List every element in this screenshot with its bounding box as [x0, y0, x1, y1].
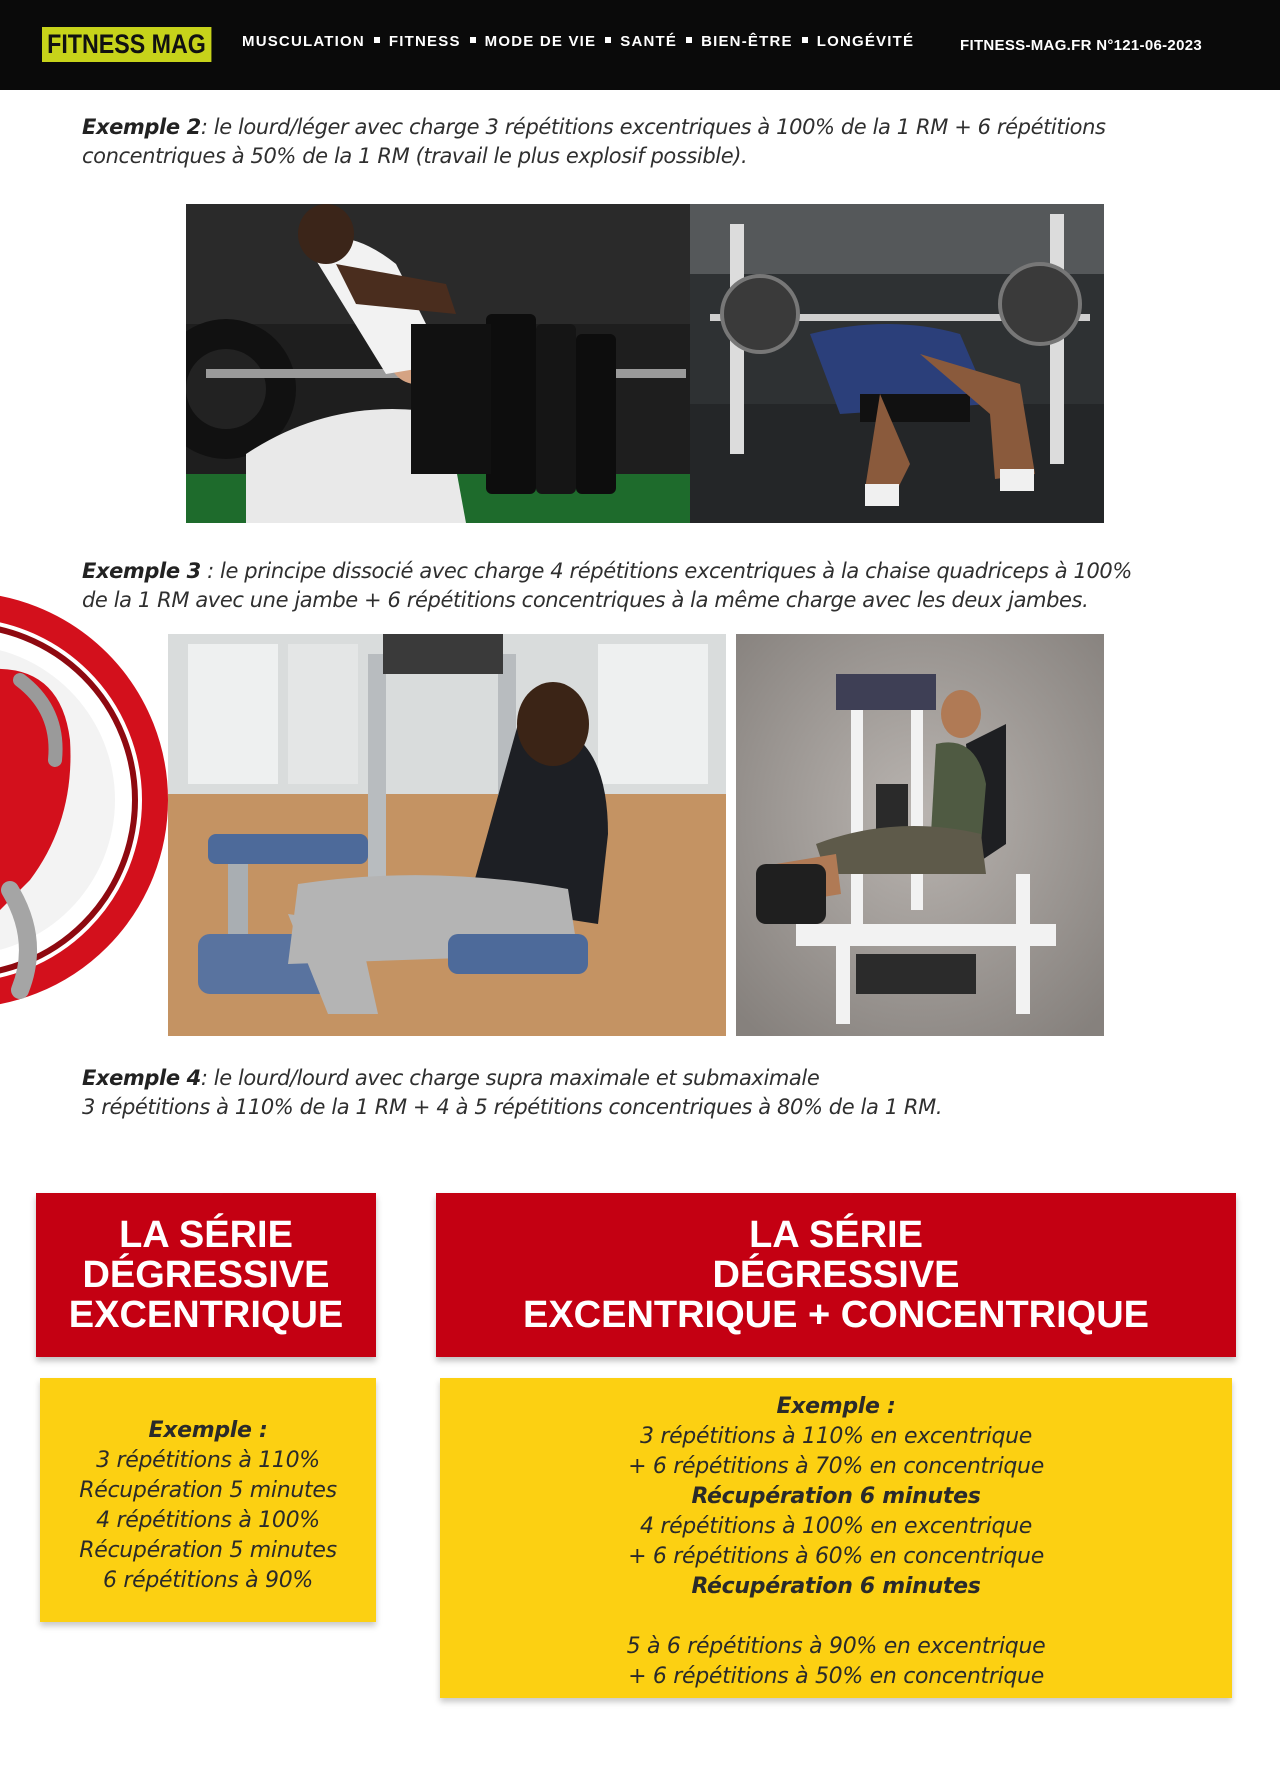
photo-leg-extension-gym — [168, 634, 726, 1036]
title-box-degressive-excentrique — [36, 1193, 376, 1357]
nav-item-mode-de-vie[interactable]: MODE DE VIE — [484, 33, 597, 50]
nav-item-longevite[interactable]: LONGÉVITÉ — [816, 33, 915, 50]
example-line: 3 répétitions à 110% en excentrique — [639, 1424, 1033, 1449]
example-line: + 6 répétitions à 70% en concentrique — [628, 1454, 1044, 1479]
example-recovery-line: Récupération 6 minutes — [691, 1574, 981, 1599]
nav-separator — [374, 37, 380, 43]
example-line: 6 répétitions à 90% — [102, 1568, 314, 1593]
title-line: EXCENTRIQUE + CONCENTRIQUE — [522, 1294, 1150, 1336]
example-3-text — [82, 557, 1242, 615]
example-box-right — [440, 1378, 1232, 1698]
nav-item-bien-etre[interactable]: BIEN-ÊTRE — [701, 33, 793, 50]
example-spacer-line — [440, 1602, 1232, 1632]
example-heading: Exemple : — [776, 1394, 896, 1419]
example-4-line-2: 3 répétitions à 110% de la 1 RM + 4 à 5 répétitions concentriques à 80% de la 1 RM. — [82, 1095, 943, 1119]
example-4-line-1: : le lourd/lourd avec charge supra maximale et submaximale — [200, 1066, 820, 1090]
example-3-line-2: de la 1 RM avec une jambe + 6 répétitions concentriques à la même charge avec les deux jambes. — [82, 588, 1089, 612]
title-box-degressive-excentrique-concentrique — [436, 1193, 1236, 1357]
example-line: Récupération 5 minutes — [79, 1478, 337, 1503]
example-line: + 6 répétitions à 50% en concentrique — [628, 1664, 1044, 1689]
title-line: LA SÉRIE — [749, 1214, 923, 1256]
example-line: + 6 répétitions à 60% en concentrique — [628, 1544, 1044, 1569]
title-line: EXCENTRIQUE — [68, 1294, 344, 1336]
example-line: 5 à 6 répétitions à 90% en excentrique — [626, 1634, 1046, 1659]
example-3-label: Exemple 3 — [82, 559, 201, 583]
example-3-line-1: : le principe dissocié avec charge 4 répétitions excentriques à la chaise quadriceps à 100% — [200, 559, 1132, 583]
magazine-header — [0, 0, 1280, 90]
title-line: DÉGRESSIVE — [712, 1254, 960, 1296]
example-2-line-2: concentriques à 50% de la 1 RM (travail le plus explosif possible). — [82, 144, 748, 168]
magazine-logo[interactable]: FITNESS MAG — [42, 27, 211, 62]
photo-bench-press-machine — [690, 204, 1104, 523]
example-box-left — [40, 1378, 376, 1622]
nav-item-musculation[interactable]: MUSCULATION — [242, 33, 365, 50]
example-heading: Exemple : — [148, 1418, 268, 1443]
example-line: 3 répétitions à 110% — [96, 1448, 320, 1473]
example-line: 4 répétitions à 100% en excentrique — [639, 1514, 1033, 1539]
example-line: 4 répétitions à 100% — [96, 1508, 320, 1533]
red-wheel-decoration — [0, 560, 170, 1040]
section-nav — [242, 33, 914, 50]
title-line: LA SÉRIE — [119, 1214, 293, 1256]
nav-separator — [686, 37, 692, 43]
example-line: Récupération 5 minutes — [79, 1538, 337, 1563]
nav-separator — [470, 37, 476, 43]
example-4-label: Exemple 4 — [82, 1066, 201, 1090]
photo-leg-extension-studio — [736, 634, 1104, 1036]
nav-separator — [802, 37, 808, 43]
example-4-text — [82, 1064, 1242, 1122]
photo-bench-press-spotter — [186, 204, 690, 523]
nav-item-sante[interactable]: SANTÉ — [620, 33, 678, 50]
nav-separator — [605, 37, 611, 43]
nav-item-fitness[interactable]: FITNESS — [388, 33, 461, 50]
issue-number: FITNESS-MAG.FR N°121-06-2023 — [960, 37, 1202, 54]
example-2-label: Exemple 2 — [82, 115, 201, 139]
example-2-line-1: : le lourd/léger avec charge 3 répétitions excentriques à 100% de la 1 RM + 6 répétitions — [200, 115, 1106, 139]
title-line: DÉGRESSIVE — [82, 1254, 330, 1296]
example-recovery-line: Récupération 6 minutes — [691, 1484, 981, 1509]
example-2-text — [82, 113, 1242, 171]
